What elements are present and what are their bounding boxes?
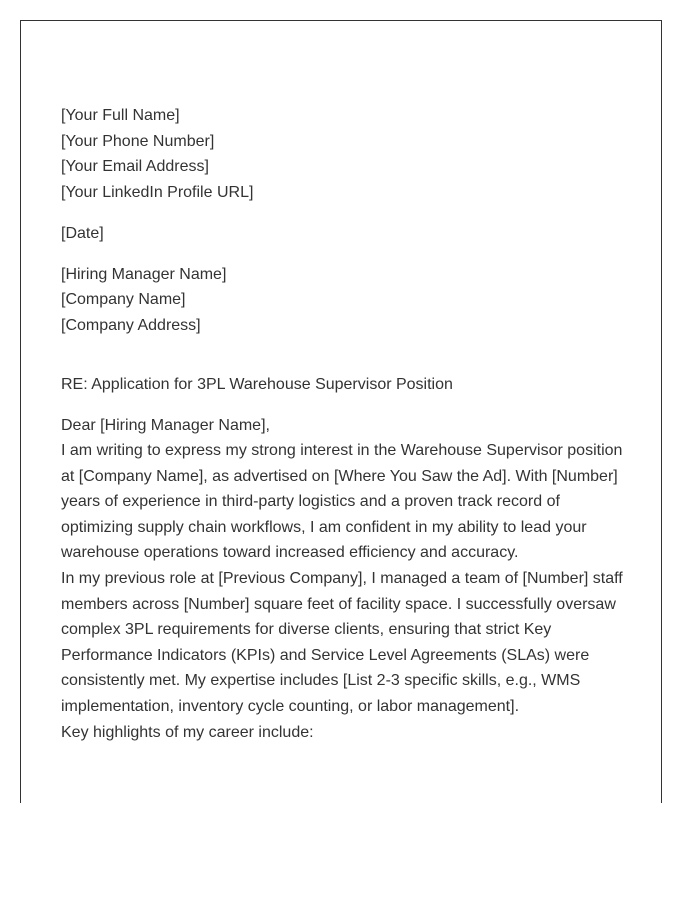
subject-line: [61, 372, 626, 398]
salutation: [61, 413, 626, 439]
recipient-name: [Hiring Manager Name]: [61, 265, 227, 283]
sender-linkedin: [Your LinkedIn Profile URL]: [61, 183, 254, 201]
recipient-block: [61, 262, 626, 339]
paragraph-experience: In my previous role at [Previous Company], I managed a team of [Number] staff members across [Number] square feet of facility space. I successfully oversaw complex 3PL requirements for diverse clients, ensuring that strict Key Performance Indicators (KPIs) and Service Level Agreements (SLAs) were consistently met. My expertise includes [List 2-3 specific skills, e.g., WMS implementation, inventory cycle counting, or labor management].: [61, 570, 623, 716]
date-block: [61, 221, 626, 247]
sender-block: [61, 103, 626, 205]
salutation-text: Dear [Hiring Manager Name],: [61, 416, 270, 434]
highlights-intro: Key highlights of my career include:: [61, 723, 314, 741]
recipient-company: [Company Name]: [61, 291, 186, 309]
subject-text: RE: Application for 3PL Warehouse Supervisor Position: [61, 375, 453, 393]
sender-name: [Your Full Name]: [61, 107, 180, 124]
letter-body: [61, 103, 626, 745]
paragraph-intro: I am writing to express my strong interest in the Warehouse Supervisor position at [Company Name], as advertised on [Where You Saw the Ad]. With [Number] years of experience in third-party logistics and a proven track record of optimizing supply chain workflows, I am confident in my ability to lead your warehouse operations toward increased efficiency and accuracy.: [61, 442, 623, 562]
letter-page: [20, 20, 662, 803]
sender-email: [Your Email Address]: [61, 158, 209, 176]
letter-date: [Date]: [61, 224, 104, 242]
sender-phone: [Your Phone Number]: [61, 132, 215, 150]
recipient-address: [Company Address]: [61, 316, 201, 334]
